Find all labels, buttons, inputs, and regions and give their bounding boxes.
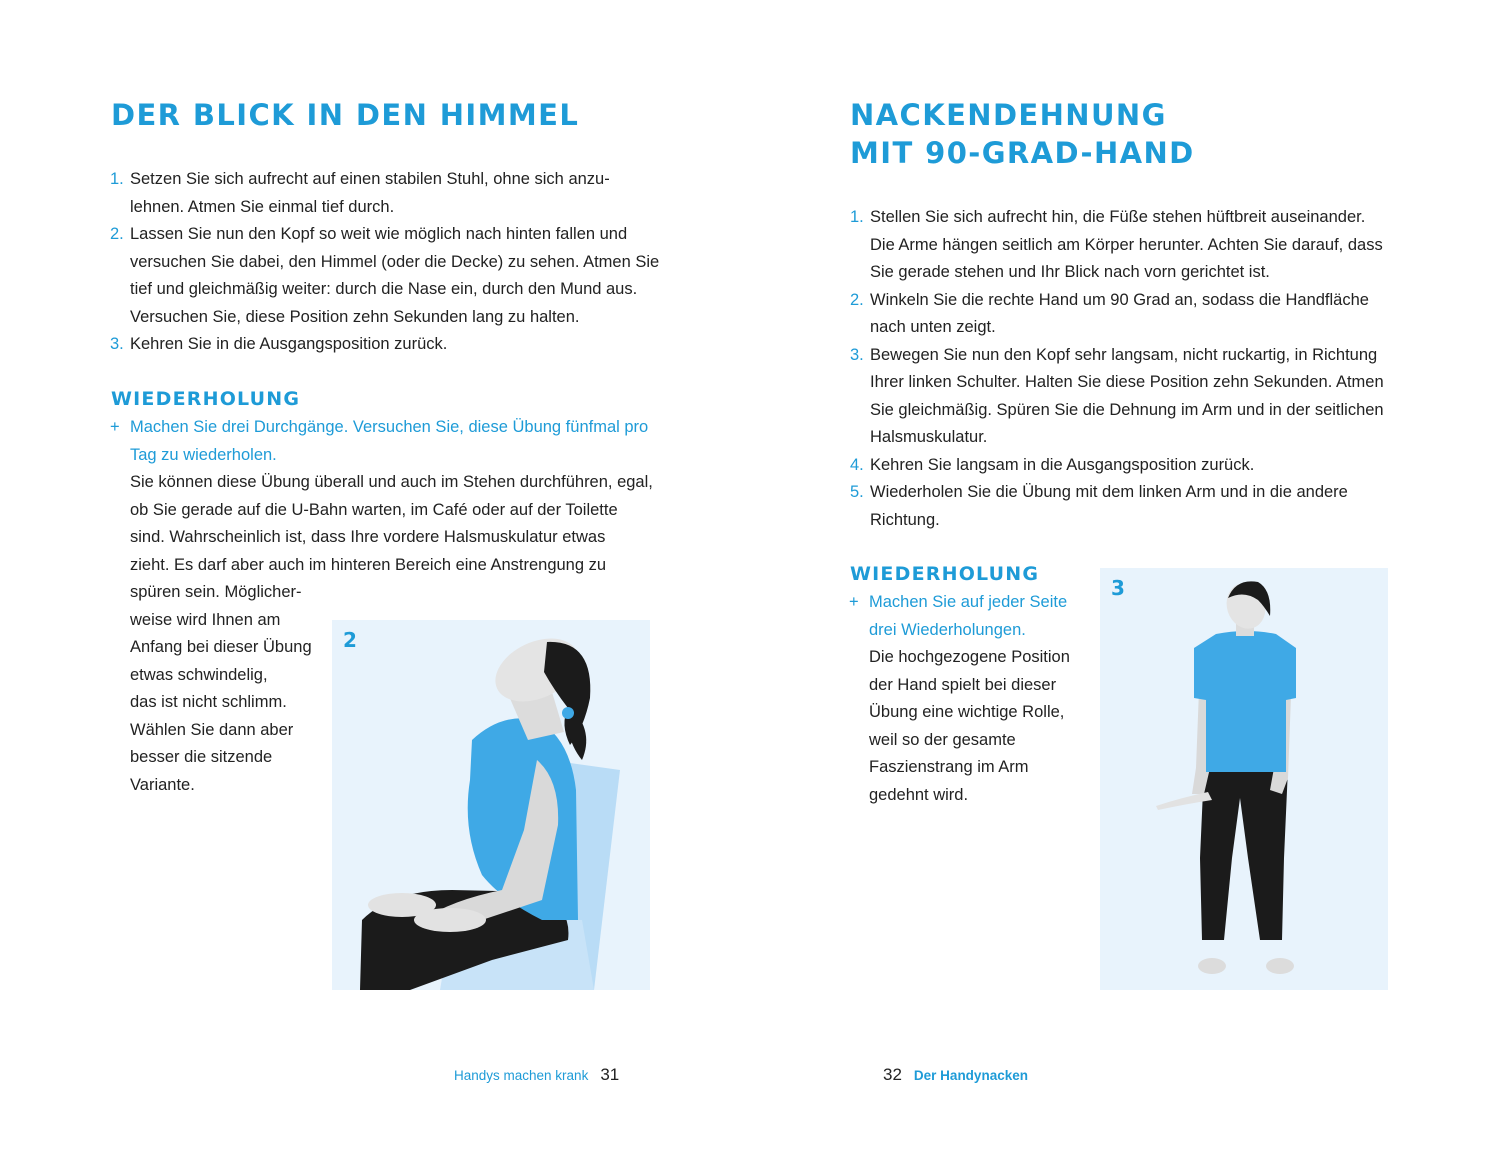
repetition-block-right xyxy=(849,589,1089,809)
step-text: Winkeln Sie die rechte Hand um 90 Grad an, sodass die Handfläche nach unten zeigt. xyxy=(870,290,1369,336)
list-item xyxy=(850,452,1410,480)
repetition-body: Die hochgezogene Position der Hand spielt bei dieser Übung eine wichtige Rolle, weil so der gesamte Faszienstrang im Arm gedehnt wird. xyxy=(869,648,1070,804)
right-hand xyxy=(414,908,486,932)
page-number: 32 xyxy=(883,1065,902,1084)
illustration-seated-head-tilt xyxy=(332,620,650,990)
repetition-highlight: Machen Sie drei Durchgänge. Versuchen Sie, diese Übung fünfmal pro Tag zu wiederholen. xyxy=(130,418,649,464)
steps-list-right xyxy=(850,204,1410,534)
list-item xyxy=(110,221,670,331)
figure-number: 3 xyxy=(1111,576,1125,600)
step-number: 4. xyxy=(850,455,864,474)
step-number: 1. xyxy=(850,208,864,226)
step-text: Kehren Sie langsam in die Ausgangsposition zurück. xyxy=(870,455,1255,474)
step-number: 2. xyxy=(850,290,864,309)
step-text: Wiederholen Sie die Übung mit dem linken Arm und in die andere Richtung. xyxy=(870,483,1348,529)
trousers xyxy=(1200,768,1288,940)
step-text: Kehren Sie in die Ausgangsposition zurück. xyxy=(130,335,448,353)
step-number: 3. xyxy=(850,345,864,364)
step-text: Setzen Sie sich aufrecht auf einen stabilen Stuhl, ohne sich anzu- lehnen. Atmen Sie einmal tief durch. xyxy=(130,170,610,216)
repetition-heading-left: WIEDERHOLUNG xyxy=(111,388,301,410)
plus-bullet-icon: + xyxy=(110,418,120,436)
step-text: Bewegen Sie nun den Kopf sehr langsam, nicht ruckartig, in Richtung Ihrer linken Schulter. Halten Sie diese Position zehn Sekunden. Atmen Sie gleichmäßig. Spüren Sie die Dehnung im Arm und in der seitlichen Halsmuskulatur. xyxy=(870,345,1384,446)
repetition-body-continued: weise wird Ihnen am Anfang bei dieser Übung etwas schwindelig, das ist nicht schlimm. Wählen Sie dann aber besser die sitzende Variante. xyxy=(130,610,312,794)
repetition-body: Sie können diese Übung überall und auch im Stehen durchführen, egal, ob Sie gerade auf die U-Bahn warten, im Café oder auf der Toilette sind. Wahrscheinlich ist, dass Ihre vordere Halsmuskulatur etwas zieht. Es darf aber auch im hinteren Bereich eine Anstrengung zu spüren sein. Möglicher- xyxy=(130,473,653,601)
step-number: 1. xyxy=(110,170,124,188)
repetition-heading-right: WIEDERHOLUNG xyxy=(850,563,1040,585)
list-item xyxy=(850,342,1410,452)
illustration-standing-neck-stretch xyxy=(1100,568,1388,990)
right-foot xyxy=(1266,958,1294,974)
list-item xyxy=(110,166,670,221)
list-item xyxy=(850,287,1410,342)
page-title-left: DER BLICK IN DEN HIMMEL xyxy=(111,98,580,132)
running-head: Handys machen krank xyxy=(454,1068,589,1083)
repetition-highlight: Machen Sie auf jeder Seite drei Wiederholungen. xyxy=(869,593,1068,639)
figure-number: 2 xyxy=(343,628,357,652)
hair-tie xyxy=(562,707,574,719)
step-number: 5. xyxy=(850,483,864,501)
plus-bullet-icon: + xyxy=(849,593,859,611)
step-text: Lassen Sie nun den Kopf so weit wie möglich nach hinten fallen und versuchen Sie dabei, den Himmel (oder die Decke) zu sehen. Atmen Sie tief und gleichmäßig weiter: durch die Nase ein, durch den Mund aus. Versuchen Sie, diese Position zehn Sekunden lang zu halten. xyxy=(130,225,660,326)
step-number: 2. xyxy=(110,225,124,243)
running-head: Der Handynacken xyxy=(913,1068,1028,1083)
steps-list-left xyxy=(110,166,670,359)
right-page xyxy=(750,0,1500,1167)
step-number: 3. xyxy=(110,335,124,353)
seated-woman-illustration xyxy=(332,620,650,990)
standing-woman-illustration xyxy=(1100,568,1388,990)
list-item xyxy=(110,331,670,359)
list-item xyxy=(850,204,1410,287)
footer-left xyxy=(454,1065,619,1089)
footer-right xyxy=(883,1065,1028,1089)
page-number: 31 xyxy=(600,1065,620,1084)
shirt xyxy=(1194,631,1296,772)
page-title-right: NACKENDEHNUNG MIT 90-GRAD-HAND xyxy=(850,98,1195,170)
list-item xyxy=(850,479,1410,534)
left-foot xyxy=(1198,958,1226,974)
step-text: Stellen Sie sich aufrecht hin, die Füße stehen hüftbreit auseinander. Die Arme hängen seitlich am Körper herunter. Achten Sie darauf, dass Sie gerade stehen und Ihr Blick nach vorn gerichtet ist. xyxy=(870,208,1383,281)
